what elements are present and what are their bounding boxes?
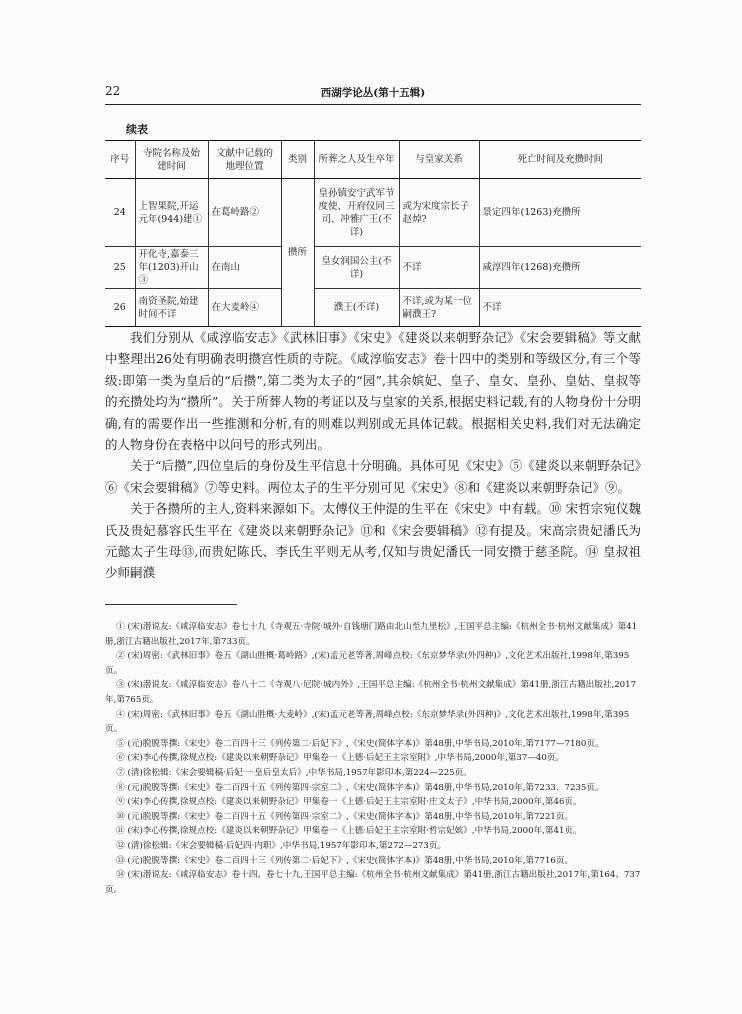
footnote: ⑩ (元)脱脱等撰:《宋史》卷二百四十五《列传第四·宗室二》,《宋史(简体字本)》第48册,中华书局,2010年,第7221页。 xyxy=(116,811,574,822)
col-header: 与皇家关系 xyxy=(399,141,479,179)
col-header: 序号 xyxy=(105,141,135,179)
footnote: ⑨ (宋)李心传撰,徐规点校:《建炎以来朝野杂记》甲集卷一《上德·后妃王主宗室附·庄文太子》,中华书局,2000年,第46页。 xyxy=(116,797,582,808)
body-paragraph: 关于“后攒”,四位皇后的身份及生平信息十分明确。具体可见《宋史》⑤《建炎以来朝野杂记》⑥《宋会要辑稿》⑦等史料。两位太子的生平分别可见《宋史》⑧和《建炎以来朝野杂记》⑨。 xyxy=(105,458,641,495)
footnote: ③ (宋)潜说友:《咸淳临安志》卷八十二《寺观八·尼院·城内外》,王国平总主编:《杭州全书·杭州文献集成》第41册,浙江古籍出版社,2017年,第765页。 xyxy=(105,680,637,705)
cell-number: 26 xyxy=(105,289,135,327)
page-header xyxy=(105,82,641,105)
table-caption: 续表 xyxy=(126,123,148,136)
col-header: 死亡时间及充攒时间 xyxy=(479,141,641,179)
col-header: 文献中记载的地理位置 xyxy=(208,141,281,179)
body-paragraph: 关于各攒所的主人,资料来源如下。太傅仪王仲湜的生平在《宋史》中有载。⑩ 宋哲宗宛仪魏氏及贵妃慕容氏生平在《建炎以来朝野杂记》⑪和《宋会要辑稿》⑫有提及。宋高宗贵妃潘氏为元懿太子生母⑬,而贵妃陈氏、李氏生平则无从考,仅知与贵妃潘氏一同安攒于慈圣院。⑭ 皇叔祖少师嗣濮 xyxy=(105,501,641,581)
footnote: ⑫ (清)徐松辑:《宋会要辑稿·后妃四·内职》,中华书局,1957年影印本,第272—273页。 xyxy=(116,840,447,851)
cell-time: 不详 xyxy=(479,289,641,327)
cell-person: 濮王(不详) xyxy=(314,289,399,327)
col-header: 所葬之人及生卒年 xyxy=(314,141,399,179)
cell-number: 24 xyxy=(105,179,135,247)
footnote: ⑧ (元)脱脱等撰:《宋史》卷二百四十五《列传第四·宗室二》,《宋史(简体字本)》第48册,中华书局,2010年,第7233、7235页。 xyxy=(116,782,604,793)
cell-person: 皇孙镇安宁武军节度使、开府仪同三司、冲雅广王(不详) xyxy=(314,179,399,247)
footnote-divider xyxy=(105,604,237,605)
footnote: ① (宋)潜说友:《咸淳临安志》卷七十九《寺观五·寺院·城外·自钱塘门路由北山至九里松》,王国平总主编:《杭州全书·杭州文献集成》第41册,浙江古籍出版社,2017年,第733页。 xyxy=(105,622,638,647)
table-row xyxy=(105,247,641,289)
table-header-row xyxy=(105,141,641,179)
table-row xyxy=(105,289,641,327)
cell-location: 在南山 xyxy=(208,247,281,289)
cell-number: 25 xyxy=(105,247,135,289)
cell-temple: 上智果院,开运元年(944)建① xyxy=(135,179,208,247)
cell-relation: 或为宋度宗长子赵焯? xyxy=(399,179,479,247)
col-header: 寺院名称及始建时间 xyxy=(135,141,208,179)
body-text xyxy=(105,327,641,584)
cell-location: 在葛岭路② xyxy=(208,179,281,247)
footnote: ⑤ (元)脱脱等撰:《宋史》卷二百四十三《列传第二·后妃下》,《宋史(简体字本)》第48册,中华书局,2010年,第7177—7180页。 xyxy=(116,738,604,749)
footnote: ④ (宋)周密:《武林旧事》卷五《湖山胜概·大麦岭》,(宋)孟元老等著,周峰点校:《东京梦华录(外四种)》,文化艺术出版社,1998年,第395页。 xyxy=(105,709,630,735)
record-table xyxy=(105,140,641,327)
cell-relation: 不详 xyxy=(399,247,479,289)
cell-location: 在大麦岭④ xyxy=(208,289,281,327)
col-header: 类别 xyxy=(281,141,314,179)
body-paragraph: 我们分别从《咸淳临安志》《武林旧事》《宋史》《建炎以来朝野杂记》《宋会要辑稿》等文献中整理出26处有明确表明攒宫性质的寺院。《咸淳临安志》卷十四中的类别和等级区分,有三个等级:即第一类为皇后的“后攒”,第二类为太子的“园”,其余嫔妃、皇子、皇女、皇孙、皇姑、皇叔等的充攒处均为“攒所”。关于所葬人物的考证以及与皇家的关系,根据史料记载,有的人物身份十分明确,有的需要作出一些推测和分析,有的则难以判别或无具体记载。根据相关史料,我们对无法确定的人物身份在表格中以问号的形式列出。 xyxy=(105,330,641,453)
footnote: ⑪ (宋)李心传撰,徐规点校:《建炎以来朝野杂记》甲集卷一《上德·后妃王主宗室附·哲宗妃嫔》,中华书局,2000年,第41页。 xyxy=(116,826,582,837)
cell-temple: 南资圣院,始建时间不详 xyxy=(135,289,208,327)
footnote: ⑭ (宋)潜说友:《咸淳临安志》卷十四、卷七十九,王国平总主编:《杭州全书·杭州文献集成》第41册,浙江古籍出版社,2017年,第164、737页。 xyxy=(105,870,641,895)
footnote: ⑦ (清)徐松辑:《宋会要辑稿·后妃一·皇后皇太后》,中华书局,1957年影印本,第224—225页。 xyxy=(116,767,472,778)
table-row xyxy=(105,179,641,247)
cell-temple: 开化寺,嘉泰三年(1203)开山③ xyxy=(135,247,208,289)
footnotes xyxy=(105,620,641,897)
running-title: 西湖学论丛(第十五辑) xyxy=(320,87,426,99)
cell-relation: 不详,或为某一位嗣濮王? xyxy=(399,289,479,327)
page-number: 22 xyxy=(105,84,121,98)
cell-category: 攒所 xyxy=(281,179,314,327)
cell-time: 景定四年(1263)充攒所 xyxy=(479,179,641,247)
footnote: ⑬ (元)脱脱等撰:《宋史》卷二百四十三《列传第二·后妃下》,《宋史(简体字本)》第48册,中华书局,2010年,第7716页。 xyxy=(116,855,574,866)
footnote: ⑥ (宋)李心传撰,徐规点校:《建炎以来朝野杂记》甲集卷一《上德·后妃王主宗室附》,中华书局,2000年,第37—40页。 xyxy=(116,753,565,764)
cell-person: 皇女润国公主(不详) xyxy=(314,247,399,289)
footnote: ② (宋)周密:《武林旧事》卷五《湖山胜概·葛岭路》,(宋)孟元老等著,周峰点校:《东京梦华录(外四种)》,文化艺术出版社,1998年,第395页。 xyxy=(105,651,630,676)
cell-time: 咸淳四年(1268)充攒所 xyxy=(479,247,641,289)
